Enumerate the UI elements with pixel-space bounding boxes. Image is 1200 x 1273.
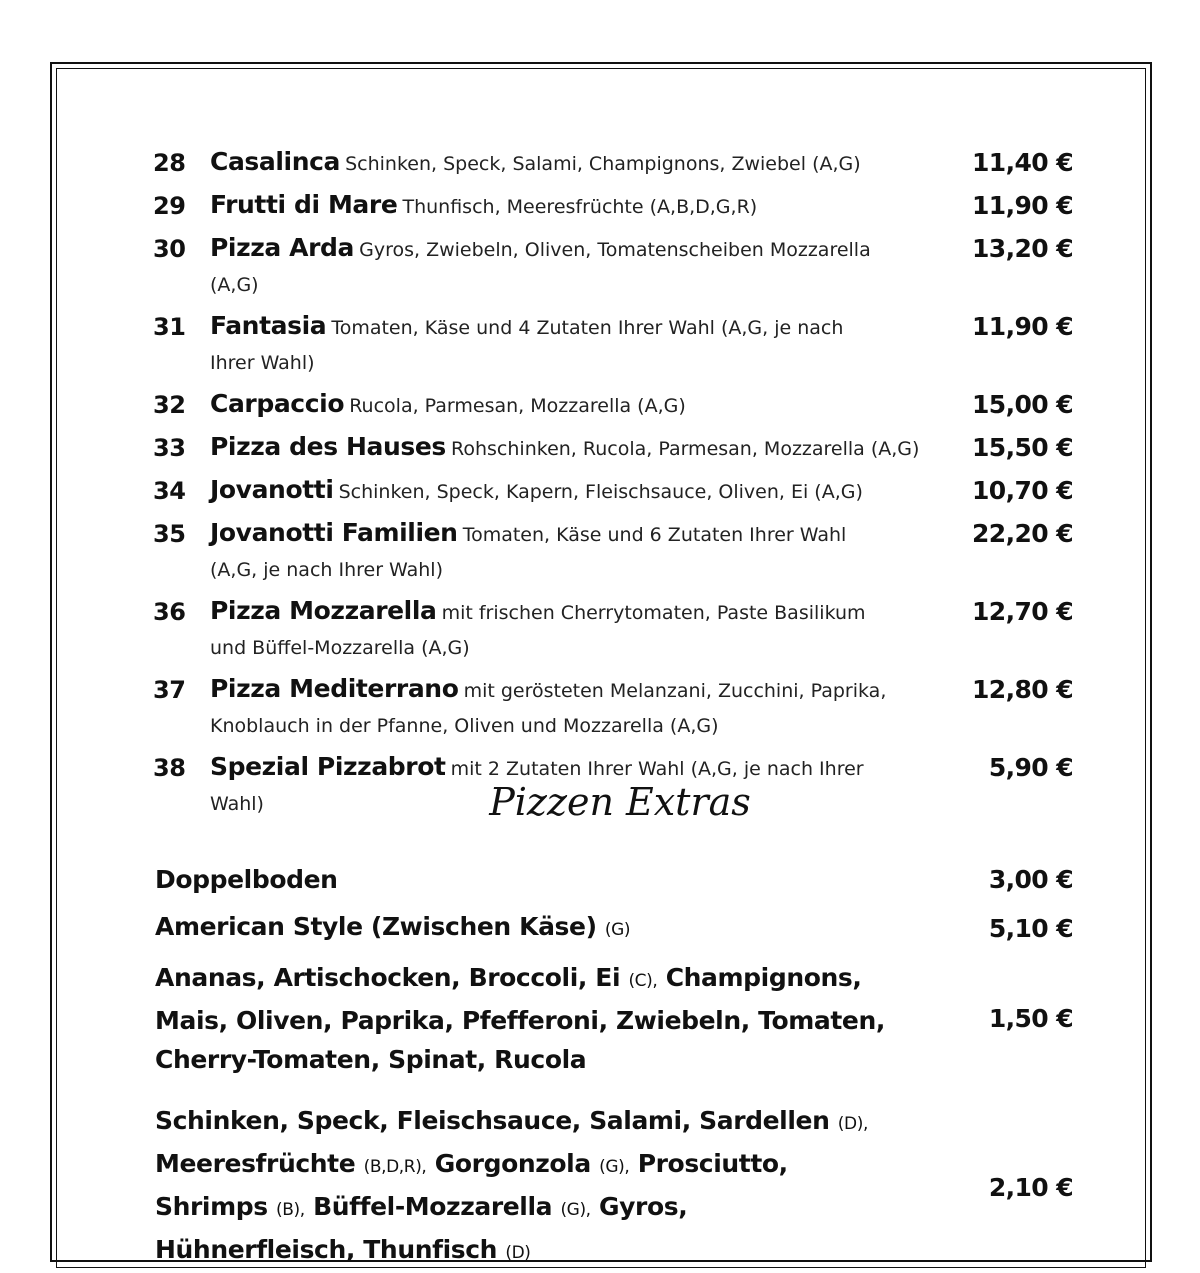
item-price: 22,20 €	[972, 519, 1073, 548]
menu-item-34	[153, 473, 1073, 510]
extra-label: Champignons, Mais, Oliven, Paprika, Pfefferoni, Zwiebeln, Tomaten, Cherry-Tomaten, Spinat, Rucola	[155, 963, 885, 1074]
item-description: Rucola, Parmesan, Mozzarella (A,G)	[349, 395, 686, 417]
item-number: 31	[153, 313, 186, 341]
extra-label: Prosciutto, Shrimps	[155, 1149, 788, 1221]
extras-list	[155, 860, 1073, 1273]
item-description: Schinken, Speck, Kapern, Fleischsauce, Oliven, Ei (A,G)	[338, 481, 863, 503]
item-description: Tomaten, Käse und 4 Zutaten Ihrer Wahl (A,G, je nach Ihrer Wahl)	[210, 317, 844, 374]
item-description: Schinken, Speck, Salami, Champignons, Zwiebel (A,G)	[345, 153, 861, 175]
item-number: 30	[153, 235, 186, 263]
item-price: 10,70 €	[972, 476, 1073, 505]
item-number: 36	[153, 598, 186, 626]
item-number: 34	[153, 477, 186, 505]
menu-item-28	[153, 145, 1073, 182]
extra-label: Meeresfrüchte	[155, 1149, 356, 1178]
item-name: Jovanotti Familien	[210, 518, 458, 547]
allergen-code: (D)	[505, 1243, 531, 1263]
extra-label: Büffel-Mozzarella	[313, 1192, 553, 1221]
item-description: mit 2 Zutaten Ihrer Wahl (A,G, je nach Ihrer Wahl)	[210, 758, 864, 815]
menu-item-35	[153, 516, 1073, 588]
allergen-code: (G)	[604, 920, 631, 940]
extra-label: Schinken, Speck, Fleischsauce, Salami, Sardellen	[155, 1106, 830, 1135]
allergen-code: (G),	[560, 1200, 591, 1220]
extra-item	[155, 860, 1073, 899]
item-price: 11,40 €	[972, 148, 1073, 177]
item-description: Gyros, Zwiebeln, Oliven, Tomatenscheiben Mozzarella (A,G)	[210, 239, 871, 296]
item-description: mit gerösteten Melanzani, Zucchini, Paprika, Knoblauch in der Pfanne, Oliven und Mozzarella (A,G)	[210, 680, 887, 737]
allergen-code: (D),	[837, 1114, 868, 1134]
item-number: 29	[153, 192, 186, 220]
item-description: Tomaten, Käse und 6 Zutaten Ihrer Wahl (A,G, je nach Ihrer Wahl)	[210, 524, 847, 581]
item-price: 13,20 €	[972, 234, 1073, 263]
item-price: 11,90 €	[972, 312, 1073, 341]
menu-item-30	[153, 231, 1073, 303]
menu-item-37	[153, 672, 1073, 744]
extra-item	[155, 907, 1073, 950]
allergen-code: (B),	[276, 1200, 305, 1220]
item-name: Frutti di Mare	[210, 190, 398, 219]
menu-item-36	[153, 594, 1073, 666]
item-description: Rohschinken, Rucola, Parmesan, Mozzarella (A,G)	[451, 438, 920, 460]
item-name: Pizza des Hauses	[210, 432, 446, 461]
extra-label: Doppelboden	[155, 865, 338, 894]
item-name: Casalinca	[210, 147, 340, 176]
item-number: 37	[153, 676, 186, 704]
item-price: 5,90 €	[988, 753, 1073, 782]
allergen-code: (G),	[599, 1157, 630, 1177]
section-title: Pizzen Extras	[489, 780, 751, 824]
item-name: Fantasia	[210, 311, 327, 340]
extra-item	[155, 1101, 1073, 1273]
item-name: Pizza Mozzarella	[210, 596, 437, 625]
item-description: mit frischen Cherrytomaten, Paste Basilikum und Büffel-Mozzarella (A,G)	[210, 602, 866, 659]
item-number: 35	[153, 520, 186, 548]
item-name: Carpaccio	[210, 389, 345, 418]
item-price: 15,00 €	[972, 390, 1073, 419]
menu-item-32	[153, 387, 1073, 424]
item-number: 38	[153, 754, 186, 782]
pizza-list	[153, 145, 1073, 822]
menu-item-31	[153, 309, 1073, 381]
extra-label: Gorgonzola	[434, 1149, 591, 1178]
item-description: Thunfisch, Meeresfrüchte (A,B,D,G,R)	[402, 196, 758, 218]
extra-label: Gyros, Hühnerfleisch, Thunfisch	[155, 1192, 688, 1264]
allergen-code: (C),	[628, 971, 658, 991]
item-price: 15,50 €	[972, 433, 1073, 462]
extra-price: 2,10 €	[988, 1172, 1073, 1202]
extra-price: 1,50 €	[988, 1004, 1073, 1033]
extra-label: American Style (Zwischen Käse)	[155, 912, 597, 941]
item-name: Pizza Arda	[210, 233, 355, 262]
item-price: 11,90 €	[972, 191, 1073, 220]
menu-item-33	[153, 430, 1073, 467]
item-name: Pizza Mediterrano	[210, 674, 459, 703]
extra-price: 3,00 €	[988, 865, 1073, 894]
allergen-code: (B,D,R),	[363, 1157, 427, 1177]
item-name: Jovanotti	[210, 475, 334, 504]
item-price: 12,80 €	[972, 675, 1073, 704]
item-price: 12,70 €	[972, 597, 1073, 626]
extra-item	[155, 958, 1073, 1079]
item-name: Spezial Pizzabrot	[210, 752, 446, 781]
item-number: 33	[153, 434, 186, 462]
menu-item-29	[153, 188, 1073, 225]
extra-label: Ananas, Artischocken, Broccoli, Ei	[155, 963, 621, 992]
item-number: 32	[153, 391, 186, 419]
extra-price: 5,10 €	[988, 914, 1073, 943]
item-number: 28	[153, 149, 186, 177]
